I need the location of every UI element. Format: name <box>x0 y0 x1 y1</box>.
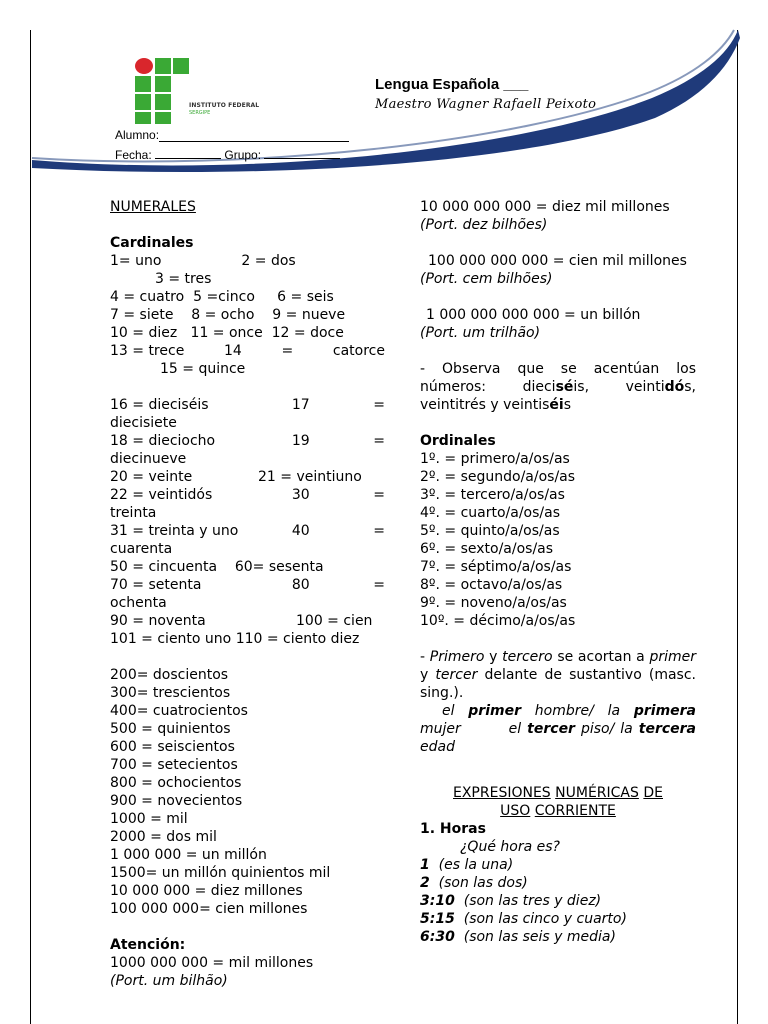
big-number-line: 100 000 000 000 = cien mil millones <box>428 253 687 269</box>
left-column <box>110 198 385 990</box>
port-translation: (Port. dez bilhões) <box>420 217 548 233</box>
institution-name: INSTITUTO FEDERAL <box>189 102 260 109</box>
section-title: NUMERALES <box>110 199 196 215</box>
right-column <box>420 198 701 946</box>
hundreds-line: 300= trescientos <box>110 685 231 701</box>
cardinal-line: 13 = trece 14 = catorce <box>110 343 385 359</box>
hora-line: 3:10 (son las tres y diez) <box>420 893 602 909</box>
group-label: Grupo: <box>224 148 262 162</box>
hundreds-line: 1 000 000 = un millón <box>110 847 267 863</box>
ordinal-line: 10º. = décimo/a/os/as <box>420 613 576 629</box>
campus-name: SERGIPE <box>189 110 211 116</box>
date-label: Fecha: <box>115 148 152 162</box>
ordinal-line: 3º. = tercero/a/os/as <box>420 487 565 503</box>
course-title: Lengua Española ___ <box>375 76 529 93</box>
cardinal-line: 16 = dieciséis 17 = <box>110 397 385 413</box>
hora-line: 1 (es la una) <box>420 857 514 873</box>
cardinal-line: 4 = cuatro 5 =cinco 6 = seis <box>110 289 334 305</box>
cardinales-heading: Cardinales <box>110 235 194 251</box>
student-field <box>115 128 349 142</box>
hora-line: 2 (son las dos) <box>420 875 528 891</box>
cardinal-line: 3 = tres <box>155 271 212 287</box>
cardinal-line: 31 = treinta y uno 40 = <box>110 523 385 539</box>
cardinal-line: 22 = veintidós 30 = <box>110 487 385 503</box>
ordinal-line: 4º. = cuarto/a/os/as <box>420 505 561 521</box>
hundreds-line: 700 = setecientos <box>110 757 238 773</box>
atencion-port: (Port. um bilhão) <box>110 973 228 989</box>
hundreds-line: 100 000 000= cien millones <box>110 901 308 917</box>
cardinal-line: 50 = cincuenta 60= sesenta <box>110 559 324 575</box>
hundreds-line: 500 = quinientos <box>110 721 231 737</box>
big-number-line: 1 000 000 000 000 = un billón <box>426 307 641 323</box>
port-translation: (Port. cem bilhões) <box>420 271 553 287</box>
hundreds-line: 200= doscientos <box>110 667 229 683</box>
big-number-line: 10 000 000 000 = diez mil millones <box>420 199 670 215</box>
cardinal-line: 1= uno 2 = dos <box>110 253 296 269</box>
hundreds-line: 900 = novecientos <box>110 793 243 809</box>
institute-logo <box>135 58 265 128</box>
date-group-field <box>115 148 340 162</box>
cardinal-line: treinta <box>110 505 157 521</box>
cardinal-line: 20 = veinte 21 = veintiuno <box>110 469 362 485</box>
hora-line: 6:30 (son las seis y media) <box>420 929 616 945</box>
cardinal-line: 90 = noventa 100 = cien <box>110 613 373 629</box>
cardinal-line: 7 = siete 8 = ocho 9 = nueve <box>110 307 346 323</box>
cardinal-line: ochenta <box>110 595 167 611</box>
cardinal-line: diecisiete <box>110 415 177 431</box>
cardinal-line: 15 = quince <box>160 361 246 377</box>
hundreds-line: 800 = ochocientos <box>110 775 242 791</box>
ordinal-line: 8º. = octavo/a/os/as <box>420 577 563 593</box>
apocope-note: - Primero y tercero se acortan a primer y tercer delante de sustantivo (masc. sing.). <box>420 649 696 701</box>
hundreds-line: 1500= un millón quinientos mil <box>110 865 331 881</box>
hundreds-line: 600 = seiscientos <box>110 739 235 755</box>
atencion-heading: Atención: <box>110 937 186 953</box>
cardinal-line: 18 = dieciocho 19 = <box>110 433 385 449</box>
ordinal-line: 5º. = quinto/a/os/as <box>420 523 560 539</box>
cardinal-line: 70 = setenta 80 = <box>110 577 385 593</box>
hora-line: 5:15 (son las cinco y cuarto) <box>420 911 627 927</box>
cardinal-line: diecinueve <box>110 451 187 467</box>
cardinal-line: 101 = ciento uno 110 = ciento diez <box>110 631 360 647</box>
ordinal-line: 9º. = noveno/a/os/as <box>420 595 567 611</box>
accent-note: - Observa que se acentúan los números: dieciséis, veintidós, veintitrés y veintiséis <box>420 361 697 413</box>
logo-red-dot <box>135 58 153 74</box>
group-line <box>264 158 340 159</box>
cardinal-line: cuarenta <box>110 541 173 557</box>
ordinales-heading: Ordinales <box>420 433 496 449</box>
hundreds-line: 10 000 000 = diez millones <box>110 883 303 899</box>
student-label: Alumno: <box>115 128 160 142</box>
student-line <box>159 141 349 142</box>
ordinal-line: 1º. = primero/a/os/as <box>420 451 570 467</box>
cardinal-line: 10 = diez 11 = once 12 = doce <box>110 325 344 341</box>
hundreds-line: 1000 = mil <box>110 811 188 827</box>
atencion-line: 1000 000 000 = mil millones <box>110 955 314 971</box>
horas-question: ¿Qué hora es? <box>460 839 560 855</box>
ordinal-line: 6º. = sexto/a/os/as <box>420 541 554 557</box>
hundreds-line: 2000 = dos mil <box>110 829 217 845</box>
horas-heading: 1. Horas <box>420 821 486 837</box>
expressions-heading: EXPRESIONES NUMÉRICAS DE <box>453 785 663 801</box>
hundreds-line: 400= cuatrocientos <box>110 703 248 719</box>
teacher-name: Maestro Wagner Rafaell Peixoto <box>375 97 597 112</box>
apocope-example: el primer hombre/ la primera mujer el tercer piso/ la tercera edad <box>420 703 701 755</box>
ordinal-line: 7º. = séptimo/a/os/as <box>420 559 572 575</box>
date-line <box>155 158 221 159</box>
ordinal-line: 2º. = segundo/a/os/as <box>420 469 576 485</box>
expressions-heading: USO CORRIENTE <box>500 803 616 819</box>
port-translation: (Port. um trilhão) <box>420 325 541 341</box>
